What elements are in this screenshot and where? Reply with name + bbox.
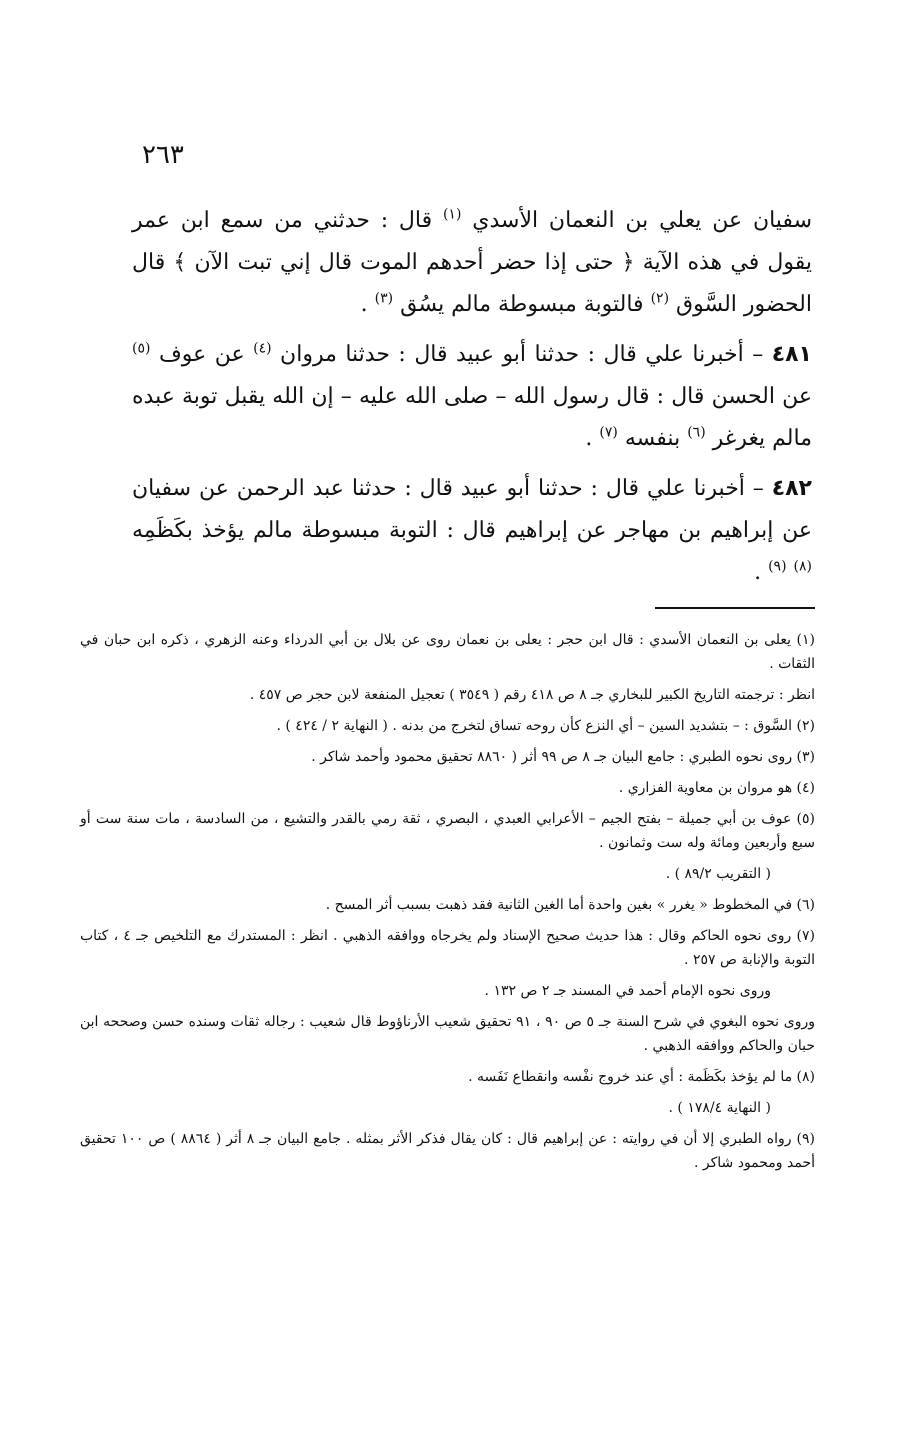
main-text [132, 200, 812, 602]
footnote-3: (٣) روى نحوه الطبري : جامع البيان جـ ٨ ص ٩٩ أثر ( ٨٨٦٠ تحقيق محمود وأحمد شاكر . [311, 749, 815, 765]
text-segment: عن الحسن قال : قال رسول الله – صلى الله عليه – إن الله يقبل توبة عبده مالم يغرغر [132, 384, 812, 451]
footnote-8: (٨) ما لم يؤخذ بكَظَمة : أي عند خروج نفْسه وانقطاع نَفَسه . [468, 1069, 815, 1085]
footnote-4: (٤) هو مروان بن معاوية الفزاري . [618, 780, 815, 796]
footnote-ref-8[interactable]: (٨) [793, 558, 812, 575]
footnote-5-source: ( التقريب ٨٩/٢ ) . [665, 866, 771, 882]
footnote-6: (٦) في المخطوط « يغرر » بغين واحدة أما الغين الثانية فقد ذهبت بسبب أثر المسح . [325, 897, 815, 913]
text-segment: فالتوبة مبسوطة مالم يسُق [400, 292, 644, 317]
footnote-ref-9[interactable]: (٩) [768, 558, 787, 575]
page-number: ٢٦٣ [142, 140, 184, 170]
hadith-481 [132, 334, 812, 460]
text-segment: . [754, 560, 762, 585]
footnote-separator [655, 607, 815, 609]
footnote-7-continued: وروى نحوه الإمام أحمد في المسند جـ ٢ ص ١٣٢ . [484, 983, 771, 999]
footnote-ref-3[interactable]: (٣) [374, 290, 394, 307]
footnote-7-continued: وروى نحوه البغوي في شرح السنة جـ ٥ ص ٩٠ ، ٩١ تحقيق شعيب الأرناؤوط قال شعيب : رجاله ثقات وسنده حسن وصححه ابن حبان والحاكم ووافقه الذهبي . [80, 1014, 816, 1054]
text-segment: . [360, 292, 368, 317]
footnote-ref-1[interactable]: (١) [442, 206, 462, 223]
text-segment: عن عوف [158, 342, 245, 367]
text-segment: بنفسه [624, 426, 681, 451]
footnote-1: (١) يعلى بن النعمان الأسدي : قال ابن حجر : يعلى بن نعمان روى عن بلال بن أبي الدرداء وعنه الزهري ، ذكره ابن حبان في الثقات . [80, 632, 815, 672]
text-segment: قال : حدثني من سمع ابن عمر يقول في هذه الآية ﴿ حتى إذا حضر أحدهم الموت قال إني تبت الآن ﴾ قال الحضور السَّوق [132, 208, 812, 317]
text-segment: – أخبرنا علي قال : حدثنا أبو عبيد قال : حدثنا مروان [280, 342, 764, 367]
hadith-482 [132, 468, 812, 594]
footnotes [80, 628, 815, 1182]
hadith-number: ٤٨٢ [771, 476, 812, 501]
footnote-9: (٩) رواه الطبري إلا أن في روايته : عن إبراهيم قال : كان يقال فذكر الأثر بمثله . جامع البيان جـ ٨ أثر ( ٨٨٦٤ ) ص ١٠٠ تحقيق أحمد ومحمود شاكر . [80, 1131, 815, 1171]
footnote-ref-6[interactable]: (٦) [687, 424, 706, 441]
text-segment: – أخبرنا علي قال : حدثنا أبو عبيد قال : حدثنا عبد الرحمن عن سفيان عن إبراهيم بن مهاجر عن إبراهيم قال : التوبة مبسوطة مالم يؤخذ بكَظَمِه [132, 476, 812, 543]
footnote-8-source: ( النهاية ١٧٨/٤ ) . [668, 1100, 771, 1116]
paragraph-continuation [132, 200, 812, 326]
footnote-ref-5[interactable]: (٥) [132, 340, 151, 357]
hadith-number: ٤٨١ [771, 342, 812, 367]
footnote-5: (٥) عوف بن أبي جميلة – بفتح الجيم – الأعرابي العبدي ، البصري ، ثقة رمي بالقدر والتشيع ، من السادسة ، مات سنة ست أو سبع وأربعين ومائة وله ست وثمانون . [80, 811, 815, 851]
footnote-1-continued: انظر : ترجمته التاريخ الكبير للبخاري جـ ٨ ص ٤١٨ رقم ( ٣٥٤٩ ) تعجيل المنفعة لابن حجر ص ٤٥٧ . [249, 687, 815, 703]
footnote-7: (٧) روى نحوه الحاكم وقال : هذا حديث صحيح الإسناد ولم يخرجاه ووافقه الذهبي . انظر : المستدرك مع التلخيص جـ ٤ ، كتاب التوبة والإنابة ص ٢٥٧ . [80, 928, 815, 968]
footnote-2: (٢) السَّوق : – بتشديد السين – أي النزع كأن روحه تساق لتخرج من بدنه . ( النهاية ٢ / ٤٢٤ ) . [276, 718, 815, 734]
footnote-ref-7[interactable]: (٧) [599, 424, 618, 441]
footnote-ref-2[interactable]: (٢) [650, 290, 670, 307]
text-segment: سفيان عن يعلي بن النعمان الأسدي [472, 208, 812, 233]
text-segment: . [585, 426, 593, 451]
footnote-ref-4[interactable]: (٤) [253, 340, 272, 357]
